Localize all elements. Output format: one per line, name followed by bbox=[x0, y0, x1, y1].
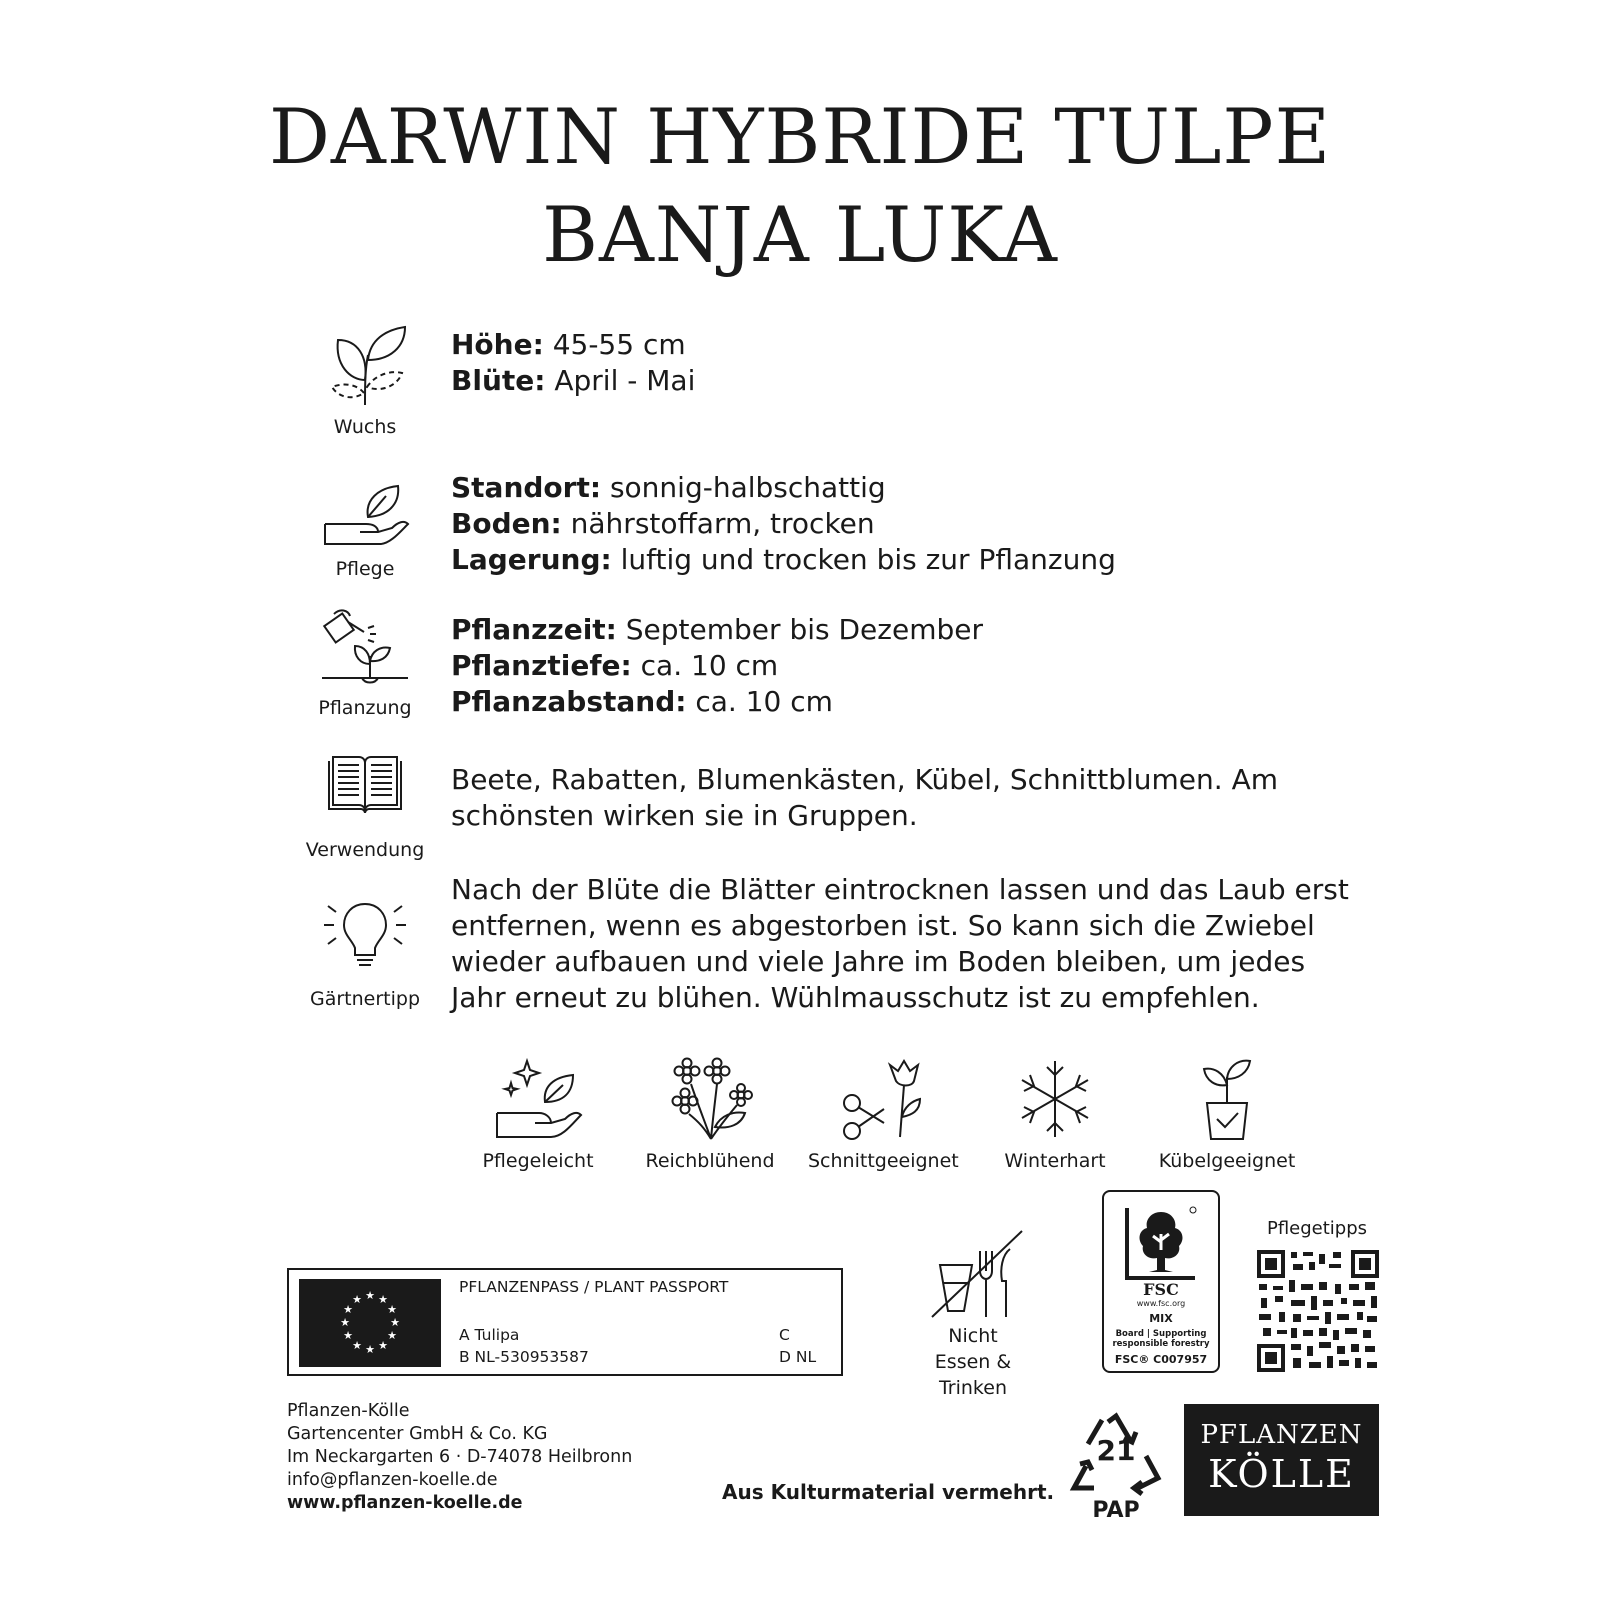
info-label: Blüte: bbox=[451, 364, 546, 397]
feature-reichbluehend bbox=[635, 1057, 785, 1172]
address-email[interactable]: info@pflanzen-koelle.de bbox=[287, 1470, 498, 1490]
address-line1: Pflanzen-Kölle bbox=[287, 1401, 410, 1421]
sprout-leaves-icon bbox=[320, 325, 410, 410]
feature-pflegeleicht bbox=[463, 1057, 613, 1172]
info-label: Höhe: bbox=[451, 328, 544, 361]
section-caption: Wuchs bbox=[333, 416, 397, 438]
fsc-code: FSC® C007957 bbox=[1114, 1353, 1208, 1366]
info-value: ca. 10 cm bbox=[686, 685, 833, 718]
feature-schnittgeeignet bbox=[808, 1057, 958, 1172]
fsc-tree-icon bbox=[1121, 1202, 1201, 1282]
info-line bbox=[451, 363, 1351, 399]
passport-a: A Tulipa bbox=[459, 1326, 520, 1344]
culture-note: Aus Kulturmaterial vermehrt. bbox=[722, 1480, 1055, 1504]
address-line2: Gartencenter GmbH & Co. KG bbox=[287, 1424, 548, 1444]
plant-passport bbox=[287, 1268, 843, 1376]
fsc-url: www.fsc.org bbox=[1136, 1299, 1186, 1308]
info-label: Pflanzabstand: bbox=[451, 685, 687, 718]
snowflake-icon bbox=[1010, 1057, 1100, 1142]
info-label: Pflanztiefe: bbox=[451, 649, 632, 682]
feature-label: Kübelgeeignet bbox=[1158, 1150, 1296, 1172]
qr-label: Pflegetipps bbox=[1266, 1218, 1368, 1239]
info-value: sonnig-halbschattig bbox=[601, 471, 886, 504]
info-line bbox=[451, 542, 1351, 578]
info-line bbox=[451, 506, 1351, 542]
address-line3: Im Neckargarten 6 · D-74078 Heilbronn bbox=[287, 1447, 633, 1467]
feature-winterhart bbox=[980, 1057, 1130, 1172]
info-line bbox=[451, 470, 1351, 506]
info-line bbox=[451, 327, 1351, 363]
svg-text:★: ★ bbox=[390, 1316, 400, 1329]
info-label: Pflanzzeit: bbox=[451, 613, 617, 646]
qr-code-graphic bbox=[1257, 1250, 1379, 1372]
qr-code[interactable] bbox=[1257, 1250, 1379, 1372]
passport-c: C bbox=[779, 1326, 790, 1344]
svg-text:★: ★ bbox=[378, 1339, 388, 1352]
open-book-icon bbox=[325, 755, 405, 817]
info-label: Standort: bbox=[451, 471, 602, 504]
feature-label: Pflegeleicht bbox=[482, 1150, 594, 1172]
svg-text:★: ★ bbox=[352, 1339, 362, 1352]
eu-flag-icon bbox=[299, 1279, 441, 1367]
svg-text:★: ★ bbox=[365, 1289, 375, 1302]
svg-text:★: ★ bbox=[378, 1293, 388, 1306]
flowers-icon bbox=[665, 1057, 755, 1142]
warning-line2: Essen & Trinken bbox=[934, 1351, 1012, 1399]
not-edible-warning bbox=[898, 1225, 1048, 1401]
info-value: 45-55 cm bbox=[543, 328, 686, 361]
product-title-line1: DARWIN HYBRIDE TULPE bbox=[268, 92, 1332, 181]
watering-can-icon bbox=[320, 606, 410, 691]
light-bulb-icon bbox=[320, 898, 410, 968]
info-value: ca. 10 cm bbox=[631, 649, 779, 682]
section-caption: Pflanzung bbox=[318, 697, 412, 719]
section-caption: Pflege bbox=[335, 558, 395, 580]
svg-text:★: ★ bbox=[365, 1343, 375, 1356]
section-caption: Gärtnertipp bbox=[309, 988, 421, 1010]
brand-logo bbox=[1184, 1404, 1379, 1516]
svg-text:★: ★ bbox=[343, 1303, 353, 1316]
feature-label: Winterhart bbox=[1004, 1150, 1106, 1172]
svg-text:★: ★ bbox=[340, 1316, 350, 1329]
pot-plant-icon bbox=[1182, 1057, 1272, 1142]
recycling-mark bbox=[1068, 1412, 1164, 1523]
section-verwendung-text: Beete, Rabatten, Blumenkästen, Kübel, Schnittblumen. Am schönsten wirken sie in Gruppen. bbox=[451, 763, 1278, 832]
section-caption: Verwendung bbox=[305, 839, 425, 861]
svg-text:★: ★ bbox=[387, 1329, 397, 1342]
address-web[interactable]: www.pflanzen-koelle.de bbox=[287, 1493, 523, 1513]
recycling-code: PAP bbox=[1092, 1498, 1140, 1523]
fsc-claim1: Board | Supporting bbox=[1115, 1329, 1207, 1339]
no-eat-drink-icon bbox=[918, 1225, 1028, 1325]
company-address bbox=[287, 1400, 632, 1515]
section-pflanzung-info bbox=[451, 612, 1351, 720]
warning-line1: Nicht bbox=[948, 1325, 998, 1347]
info-label: Lagerung: bbox=[451, 543, 612, 576]
scissors-tulip-icon bbox=[838, 1057, 928, 1142]
feature-label: Reichblühend bbox=[645, 1150, 775, 1172]
recycling-number: 21 bbox=[1096, 1434, 1136, 1467]
fsc-mix: MIX bbox=[1149, 1312, 1173, 1325]
section-wuchs-icon-block bbox=[290, 325, 440, 438]
section-pflege-info bbox=[451, 470, 1351, 578]
info-line bbox=[451, 648, 1351, 684]
fsc-logo-text: FSC bbox=[1143, 1280, 1179, 1299]
passport-title: PFLANZENPASS / PLANT PASSPORT bbox=[459, 1278, 729, 1296]
section-verwendung-icon-block bbox=[290, 755, 440, 861]
section-pflege-icon-block bbox=[290, 482, 440, 580]
product-title-line2: BANJA LUKA bbox=[542, 190, 1058, 279]
svg-text:★: ★ bbox=[387, 1303, 397, 1316]
svg-text:★: ★ bbox=[343, 1329, 353, 1342]
brand-line2: KÖLLE bbox=[1208, 1452, 1355, 1496]
brand-line1: PFLANZEN bbox=[1200, 1420, 1363, 1450]
feature-label: Schnittgeeignet bbox=[808, 1150, 959, 1172]
section-wuchs-info bbox=[451, 327, 1351, 399]
feature-kuebelgeeignet bbox=[1152, 1057, 1302, 1172]
passport-d: D NL bbox=[779, 1348, 817, 1366]
section-gaertnertipp-text: Nach der Blüte die Blätter eintrocknen lassen und das Laub erst entfernen, wenn es abgestorben ist. So kann sich die Zwiebel wieder aufbauen und viele Jahre im Boden bleiben, um jedes Jahr erneut zu blühen. Wühlmausschutz ist zu empfehlen. bbox=[451, 873, 1349, 1014]
info-value: luftig und trocken bis zur Pflanzung bbox=[611, 543, 1116, 576]
section-gaertnertipp-icon-block bbox=[290, 898, 440, 1010]
info-line bbox=[451, 612, 1351, 648]
info-value: nährstoffarm, trocken bbox=[561, 507, 875, 540]
info-value: April - Mai bbox=[545, 364, 696, 397]
easy-care-icon bbox=[493, 1057, 583, 1142]
info-line bbox=[451, 684, 1351, 720]
hand-leaf-icon bbox=[320, 482, 410, 552]
info-value: September bis Dezember bbox=[616, 613, 983, 646]
info-label: Boden: bbox=[451, 507, 562, 540]
passport-b: B NL-530953587 bbox=[459, 1348, 589, 1366]
fsc-claim2: responsible forestry bbox=[1112, 1339, 1210, 1349]
fsc-label bbox=[1102, 1190, 1220, 1373]
svg-text:★: ★ bbox=[352, 1293, 362, 1306]
section-pflanzung-icon-block bbox=[290, 606, 440, 719]
